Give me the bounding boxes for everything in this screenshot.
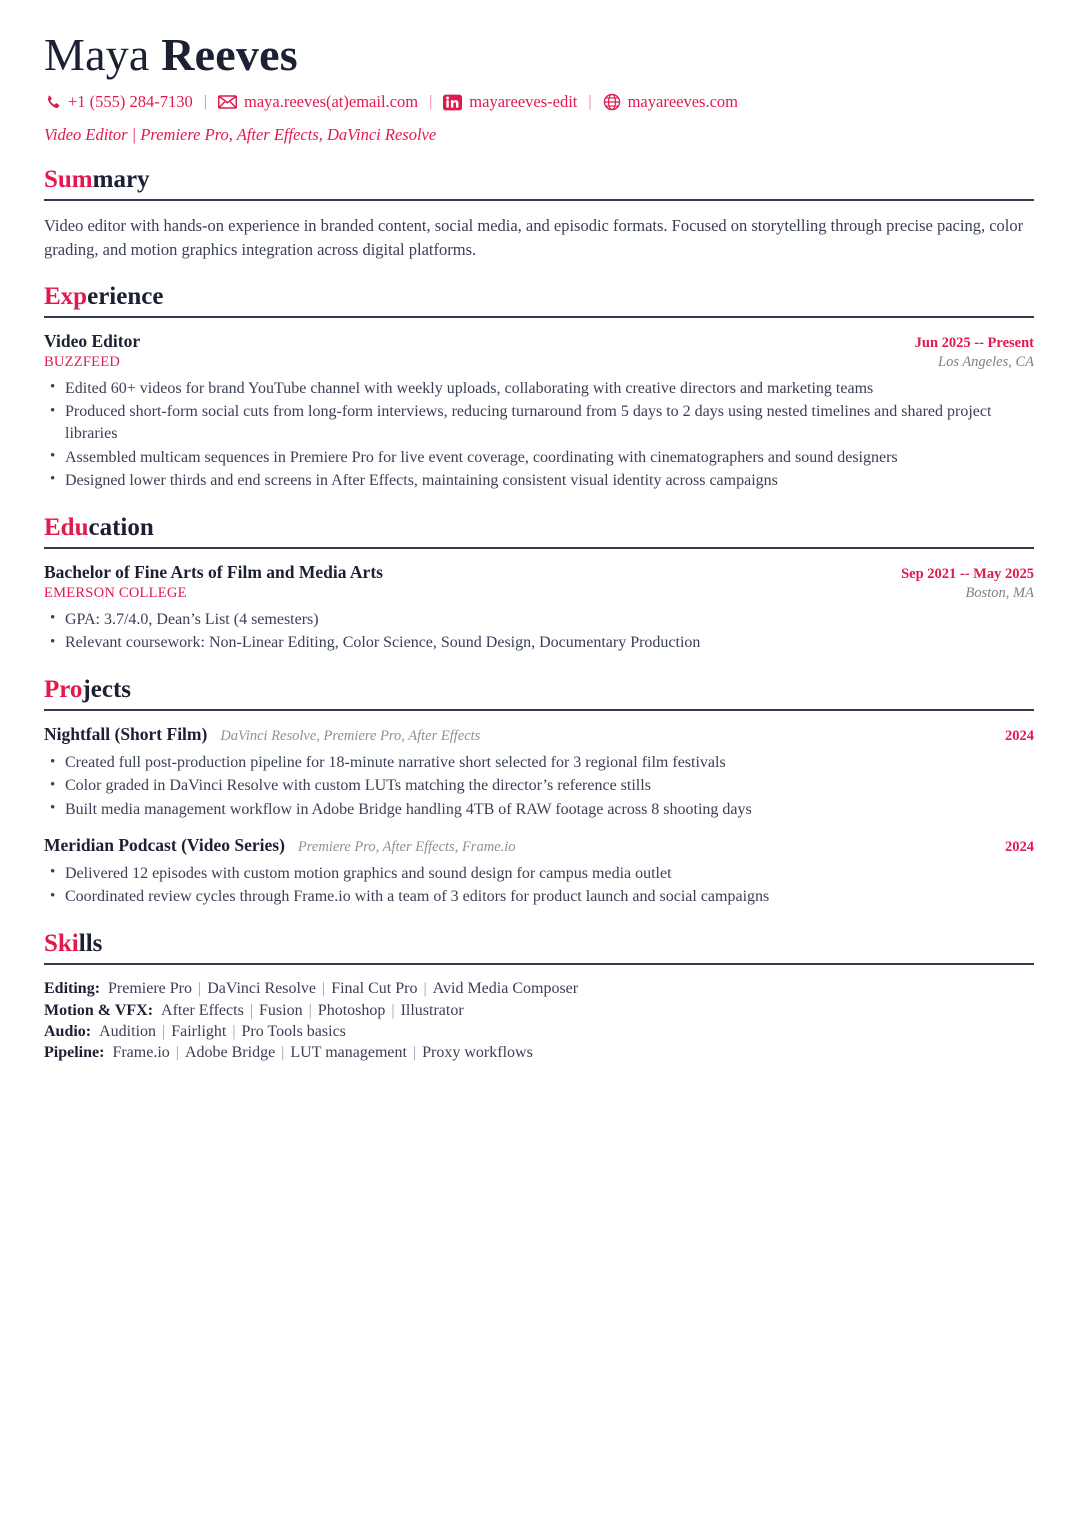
- degree-title: Bachelor of Fine Arts of Film and Media Arts: [44, 562, 383, 583]
- envelope-icon: [218, 95, 237, 109]
- section-title-education: [44, 514, 1034, 544]
- skill-item: Audition: [99, 1022, 157, 1040]
- skill-item: Final Cut Pro: [331, 980, 418, 998]
- linkedin-icon: [443, 93, 462, 112]
- experience-entry: [44, 331, 1034, 492]
- education-date-range: Sep 2021 -- May 2025: [901, 566, 1034, 583]
- skill-item: Avid Media Composer: [432, 980, 579, 998]
- skill-separator: |: [412, 1044, 417, 1062]
- skill-category-label: Motion & VFX:: [44, 1001, 154, 1019]
- project-entry: [44, 835, 1034, 908]
- skill-item: Proxy workflows: [422, 1044, 533, 1062]
- section-title-accent: Ski: [44, 930, 79, 958]
- project-tech-stack: DaVinci Resolve, Premiere Pro, After Effects: [220, 728, 481, 745]
- skill-row: [44, 978, 1034, 999]
- project-title-wrap: [44, 724, 480, 746]
- contact-linkedin[interactable]: [443, 93, 577, 112]
- skill-item: Adobe Bridge: [184, 1044, 276, 1062]
- skill-item: Frame.io: [112, 1044, 170, 1062]
- bullet-item: • GPA: 3.7/4.0, Dean’s List (4 semesters): [44, 609, 1034, 631]
- section-title-skills: [44, 930, 1034, 960]
- skill-separator: |: [232, 1022, 236, 1040]
- skill-item: LUT management: [290, 1044, 407, 1062]
- section-title-rest: erience: [87, 283, 164, 311]
- skill-item: Illustrator: [400, 1001, 464, 1019]
- skill-category-label: Audio:: [44, 1022, 92, 1040]
- section-title-summary: [44, 166, 1034, 196]
- section-title-rest: mary: [92, 166, 150, 194]
- school-name: EMERSON COLLEGE: [44, 585, 187, 601]
- education-entry-header: [44, 562, 1034, 584]
- bullet-item: • Built media management workflow in Adobe Bridge handling 4TB of RAW footage across 8 shooting days: [44, 799, 1034, 821]
- section-title-accent: Sum: [44, 166, 93, 194]
- project-tech-stack: Premiere Pro, After Effects, Frame.io: [297, 838, 516, 855]
- skill-category-label: Pipeline:: [44, 1044, 105, 1062]
- skill-item: Premiere Pro: [108, 980, 192, 998]
- bullet-item: • Coordinated review cycles through Frame.io with a team of 3 editors for product launch and social campaigns: [44, 886, 1034, 908]
- skill-row: [44, 1000, 1034, 1021]
- headline-tagline: Video Editor | Premiere Pro, After Effects, DaVinci Resolve: [44, 124, 437, 144]
- bullet-item: • Designed lower thirds and end screens in After Effects, maintaining consistent visual identity across campaigns: [44, 470, 1034, 492]
- skill-separator: |: [281, 1044, 285, 1062]
- contact-separator: |: [588, 93, 592, 111]
- first-name: Maya: [44, 29, 150, 80]
- bullet-item: • Relevant coursework: Non-Linear Editing, Color Science, Sound Design, Documentary Production: [44, 632, 1034, 654]
- project-year: 2024: [1005, 728, 1034, 745]
- project-title: Nightfall (Short Film): [44, 724, 208, 745]
- job-title: Video Editor: [44, 331, 141, 352]
- skill-separator: |: [175, 1044, 179, 1062]
- project-entry: [44, 724, 1034, 821]
- phone-icon: [44, 94, 61, 111]
- skill-values: [91, 1023, 346, 1040]
- contact-separator: |: [429, 93, 433, 111]
- company-name: BUZZFEED: [44, 354, 121, 371]
- skill-separator: |: [423, 980, 427, 998]
- contact-email[interactable]: [218, 91, 419, 111]
- candidate-name: [44, 30, 1034, 81]
- job-date-range: Jun 2025 -- Present: [914, 335, 1034, 352]
- section-title-accent: Edu: [44, 514, 89, 542]
- skill-values: [153, 1002, 464, 1019]
- section-experience: [44, 283, 1034, 492]
- section-title-projects: [44, 676, 1034, 706]
- resume-header: [44, 30, 1034, 144]
- bullet-item: • Assembled multicam sequences in Premiere Pro for live event coverage, coordinating with cinematographers and sound designers: [44, 447, 1034, 469]
- project-entry-header: [44, 835, 1034, 857]
- skill-item: DaVinci Resolve: [207, 980, 316, 998]
- skill-values: [100, 980, 578, 997]
- skill-row: [44, 1021, 1034, 1042]
- section-summary: [44, 166, 1034, 261]
- bullet-item: • Edited 60+ videos for brand YouTube channel with weekly uploads, collaborating with creative directors and marketing teams: [44, 378, 1034, 400]
- bullet-item: • Delivered 12 episodes with custom motion graphics and sound design for campus media outlet: [44, 863, 1034, 885]
- contact-linkedin-text: mayareeves-edit: [469, 91, 578, 111]
- skill-item: After Effects: [161, 1001, 244, 1019]
- skill-separator: |: [249, 1001, 254, 1019]
- education-entry: [44, 562, 1034, 654]
- contact-website-text: mayareeves.com: [627, 91, 738, 111]
- education-entry-subheader: [44, 584, 1034, 603]
- project-title: Meridian Podcast (Video Series): [44, 834, 285, 855]
- skill-separator: |: [198, 980, 202, 998]
- section-title-rest: cation: [88, 514, 154, 542]
- bullet-item: • Color graded in DaVinci Resolve with custom LUTs matching the director’s reference stills: [44, 775, 1034, 797]
- skills-list: [44, 978, 1034, 1063]
- skill-separator: |: [308, 1001, 312, 1019]
- job-bullet-list: [44, 378, 1034, 492]
- contact-website[interactable]: [603, 93, 738, 111]
- bullet-item: • Produced short-form social cuts from long-form interviews, reducing turnaround from 5 days to 2 days using nested timelines and shared project libraries: [44, 401, 1034, 445]
- skill-separator: |: [322, 980, 326, 998]
- skill-separator: |: [162, 1022, 166, 1040]
- job-location: Los Angeles, CA: [938, 354, 1034, 371]
- education-bullet-list: [44, 609, 1034, 654]
- skill-item: Photoshop: [317, 1001, 386, 1019]
- skill-item: Fusion: [259, 1001, 303, 1019]
- summary-paragraph: Video editor with hands-on experience in branded content, social media, and episodic formats. Focused on storytelling through precise pacing, color grading, and motion graphics integration across digital platforms.: [44, 216, 1024, 259]
- section-skills: [44, 930, 1034, 1063]
- contact-email-text: maya.reeves(at)email.com: [244, 91, 419, 111]
- section-title-rest: jects: [82, 676, 131, 704]
- skill-values: [104, 1044, 532, 1061]
- section-education: [44, 514, 1034, 654]
- contact-phone-text: +1 (555) 284-7130: [68, 91, 193, 111]
- skill-item: Fairlight: [171, 1022, 227, 1040]
- last-name: Reeves: [161, 29, 298, 80]
- bullet-item: • Created full post-production pipeline for 18-minute narrative short selected for 3 regional film festivals: [44, 752, 1034, 774]
- skill-item: Pro Tools basics: [241, 1022, 346, 1040]
- contact-line: [44, 93, 1034, 112]
- section-title-rest: lls: [78, 930, 103, 958]
- skill-row: [44, 1042, 1034, 1063]
- section-title-accent: Exp: [44, 283, 88, 311]
- contact-phone[interactable]: [44, 91, 193, 111]
- experience-entry-header: [44, 331, 1034, 353]
- skill-separator: |: [391, 1001, 395, 1019]
- globe-icon: [603, 93, 621, 111]
- experience-entry-subheader: [44, 353, 1034, 372]
- education-location: Boston, MA: [965, 585, 1034, 601]
- section-title-accent: Pro: [44, 676, 83, 704]
- section-projects: [44, 676, 1034, 908]
- project-bullet-list: [44, 752, 1034, 821]
- project-year: 2024: [1005, 838, 1034, 855]
- project-entry-header: [44, 724, 1034, 746]
- project-title-wrap: [44, 835, 516, 857]
- contact-separator: |: [203, 93, 207, 111]
- project-bullet-list: [44, 863, 1034, 908]
- skill-category-label: Editing:: [44, 980, 101, 998]
- section-title-experience: [44, 283, 1034, 313]
